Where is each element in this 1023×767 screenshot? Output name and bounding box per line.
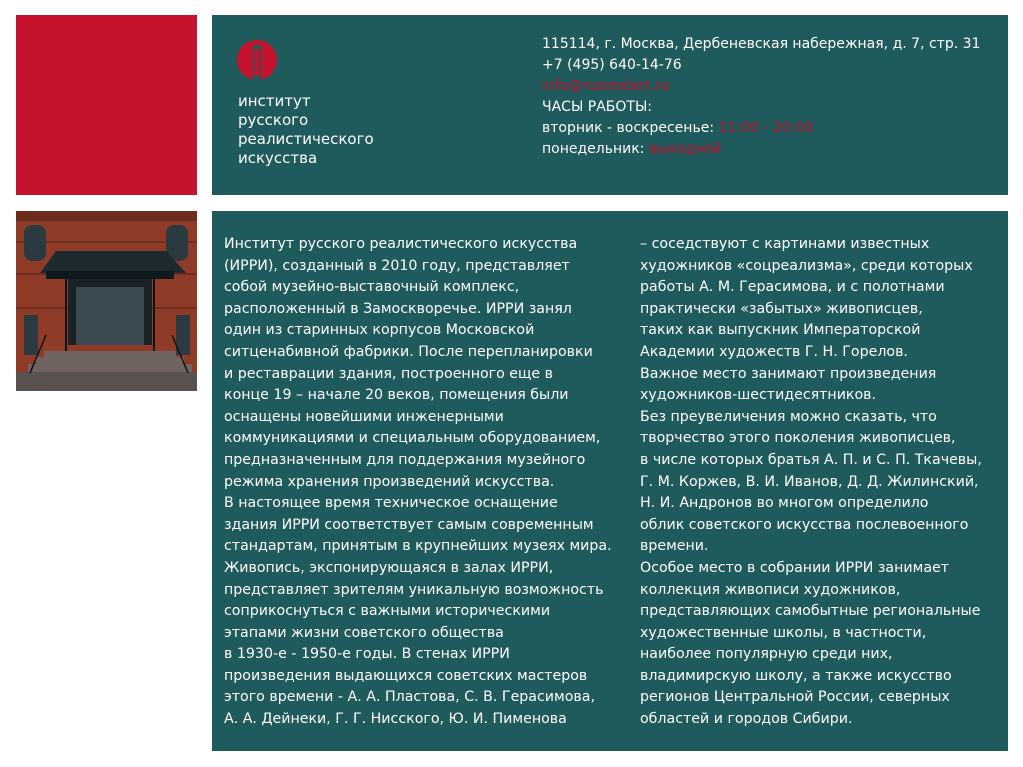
email-link[interactable]: info@rusrealart.ru <box>542 78 670 94</box>
text-line: наиболее популярную среди них, <box>640 646 893 663</box>
text-line: этого времени - А. А. Пластова, С. В. Герасимова, <box>224 689 595 706</box>
text-line: работы А. М. Герасимова, и с полотнами <box>640 279 945 296</box>
description-panel <box>212 211 1008 751</box>
text-line: и реставрации здания, построенного еще в <box>224 365 553 382</box>
header-panel <box>212 15 1008 195</box>
phone[interactable]: +7 (495) 640-14-76 <box>542 57 682 73</box>
building-photo <box>16 211 197 391</box>
hours-weekdays <box>542 118 980 139</box>
description-column-right <box>640 234 982 731</box>
text-line: художников «соцреализма», среди которых <box>640 257 973 274</box>
logo-line: реалистического <box>238 130 374 148</box>
text-line: соприкоснуться с важными историческими <box>224 603 551 620</box>
weekdays-hours: 11:00 - 20:00 <box>718 120 814 136</box>
hours-monday <box>542 139 980 160</box>
text-line: Н. И. Андронов во многом определило <box>640 495 929 512</box>
text-line: Г. М. Коржев, В. И. Иванов, Д. Д. Жилинский, <box>640 473 979 490</box>
text-line: практически «забытых» живописцев, <box>640 300 923 317</box>
text-line: Без преувеличения можно сказать, что <box>640 408 937 425</box>
text-line: стандартам, принятым в крупнейших музеях мира. <box>224 538 612 555</box>
text-line: расположенный в Замоскворечье. ИРРИ занял <box>224 300 572 317</box>
text-line: художественные школы, в частности, <box>640 624 927 641</box>
description-column-left <box>224 234 612 731</box>
text-line: облик советского искусства послевоенного <box>640 516 969 533</box>
weekdays-label: вторник - воскресенье: <box>542 120 715 136</box>
text-line: собой музейно-выставочный комплекс, <box>224 279 520 296</box>
text-line: художников-шестидесятников. <box>640 387 877 404</box>
monday-label: понедельник: <box>542 141 645 157</box>
contact-info <box>542 34 980 160</box>
text-line: В настоящее время техническое оснащение <box>224 495 558 512</box>
text-line: представляющих самобытные региональные <box>640 603 981 620</box>
text-line: А. А. Дейнеки, Г. Г. Нисского, Ю. И. Пименова <box>224 711 567 728</box>
text-line: областей и городов Сибири. <box>640 711 853 728</box>
red-color-block <box>16 15 197 195</box>
text-line: здания ИРРИ соответствует самым современным <box>224 516 594 533</box>
text-line: произведения выдающихся советских мастеров <box>224 667 588 684</box>
text-line: конце 19 – начале 20 веков, помещения были <box>224 387 569 404</box>
text-line: Живопись, экспонирующаяся в залах ИРРИ, <box>224 559 554 576</box>
text-line: таких как выпускник Императорской <box>640 322 921 339</box>
text-line: владимирскую школу, а также искусство <box>640 667 952 684</box>
address: 115114, г. Москва, Дербеневская набережная, д. 7, стр. 31 <box>542 36 981 52</box>
text-line: – соседствуют с картинами известных <box>640 236 930 252</box>
text-line: режима хранения произведений искусства. <box>224 473 555 490</box>
irri-logo-icon <box>236 39 278 81</box>
text-line: коммуникациями и специальным оборудованием, <box>224 430 601 447</box>
text-line: этапами жизни советского общества <box>224 624 504 641</box>
text-line: в числе которых братья А. П. и С. П. Ткачевы, <box>640 451 982 468</box>
text-line: (ИРРИ), созданный в 2010 году, представляет <box>224 257 570 274</box>
text-line: предназначенным для поддержания музейного <box>224 451 586 468</box>
text-line: ситценабивной фабрики. После перепланировки <box>224 343 593 360</box>
text-line: Институт русского реалистического искусства <box>224 236 578 252</box>
hours-title: ЧАСЫ РАБОТЫ: <box>542 99 653 115</box>
text-line: Академии художеств Г. Н. Горелов. <box>640 343 908 360</box>
text-line: представляет зрителям уникальную возможность <box>224 581 604 598</box>
text-line: оснащены новейшими инженерными <box>224 408 504 425</box>
text-line: регионов Центральной России, северных <box>640 689 950 706</box>
logo-line: искусства <box>238 149 318 167</box>
text-line: Важное место занимают произведения <box>640 365 937 382</box>
text-line: Особое место в собрании ИРРИ занимает <box>640 559 950 576</box>
text-line: коллекция живописи художников, <box>640 581 901 598</box>
text-line: в 1930-е - 1950-е годы. В стенах ИРРИ <box>224 646 510 663</box>
text-line: творчество этого поколения живописцев, <box>640 430 956 447</box>
monday-status: выходной <box>648 141 722 157</box>
logo-text <box>238 92 374 168</box>
logo-line: русского <box>238 111 309 129</box>
text-line: времени. <box>640 538 709 555</box>
text-line: один из старинных корпусов Московской <box>224 322 535 339</box>
logo-line: институт <box>238 92 311 110</box>
